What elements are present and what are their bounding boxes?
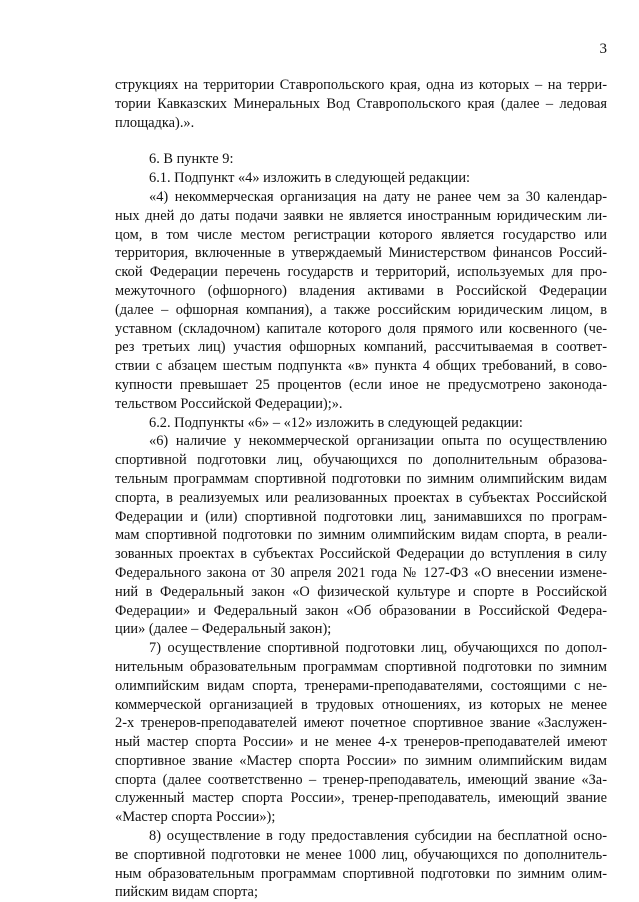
text-line: мам спортивной подготовки по зимним олимпийским видам спорта, в реали-	[115, 527, 607, 544]
text-line: спортивное звание «Мастер спорта России» по зимним олимпийским видам	[115, 752, 607, 769]
text-line: спорта (далее соответственно – тренер-преподаватель, имеющий звание «За-	[115, 771, 607, 788]
text-line: цом, в том числе местом регистрации которого является государство или	[115, 226, 607, 243]
text-line: спортивной подготовки лиц, обучающихся по дополнительным образова-	[115, 452, 607, 469]
text-line: ный мастер спорта России» и не менее 4-х тренеров-преподавателей имеют	[115, 734, 607, 751]
text-line: 2-х тренеров-преподавателей имеют почетное спортивное звание «Заслужен-	[115, 715, 607, 732]
paragraph-gap	[115, 132, 607, 150]
text-line: ции» (далее – Федеральный закон);	[115, 621, 332, 638]
text-line: «6) наличие у некоммерческой организации опыта по осуществлению	[149, 433, 607, 450]
text-line: 6. В пункте 9:	[149, 151, 234, 168]
text-line: 7) осуществление спортивной подготовки лиц, обучающихся по допол-	[149, 640, 607, 657]
text-line: служенный мастер спорта России», тренер-преподаватель, имеющий звание	[115, 790, 607, 807]
text-line: пийским видам спорта;	[115, 884, 258, 901]
text-line: 8) осуществление в году предоставления субсидии на бесплатной осно-	[149, 828, 607, 845]
text-line: Федерации» и Федеральный закон «Об образовании в Российской Федера-	[115, 602, 607, 619]
text-line: рез третьих лиц) участия офшорных компаний, рассчитываемая в соответ-	[115, 339, 607, 356]
text-line: ствии с абзацем шестым подпункта «в» пункта 4 общих требований, в сово-	[115, 358, 607, 375]
text-line: купности превышает 25 процентов (если иное не предусмотрено законода-	[115, 376, 607, 393]
text-line: ве спортивной подготовки не менее 1000 лиц, обучающихся по дополнитель-	[115, 846, 607, 863]
text-line: нительным образовательным программам спортивной подготовки по зимним	[115, 658, 607, 675]
text-line: коммерческой организацией в трудовых отношениях, из которых не менее	[115, 696, 607, 713]
text-line: 6.2. Подпункты «6» – «12» изложить в следующей редакции:	[149, 414, 523, 431]
text-line: «4) некоммерческая организация на дату не ранее чем за 30 календар-	[149, 188, 607, 205]
page-number: 3	[599, 41, 607, 57]
text-line: струкциях на территории Ставропольского края, одна из которых – на терри-	[115, 77, 607, 93]
text-line: Федерации и (или) спортивной подготовки лиц, занимавшихся по програм-	[115, 508, 607, 525]
text-line: 6.1. Подпункт «4» изложить в следующей редакции:	[149, 170, 471, 187]
text-line: ных дней до даты подачи заявки не является иностранным юридическим ли-	[115, 207, 607, 224]
text-line: зованных проектах в субъектах Российской Федерации до вступления в силу	[115, 546, 607, 563]
text-line: спорта, в реализуемых или реализованных проектах в субъектах Российской	[115, 489, 607, 506]
text-line: территория, включенные в утверждаемый Министерством финансов Россий-	[115, 245, 607, 262]
text-line: тельством Российской Федерации);».	[115, 395, 343, 412]
text-line: площадка).».	[115, 114, 195, 131]
text-line: ний в Федеральный закон «О физической культуре и спорте в Российской	[115, 583, 607, 600]
text-line: Федерального закона от 30 апреля 2021 года № 127-ФЗ «О внесении измене-	[115, 564, 607, 581]
text-line: межуточного (офшорного) владения активами в Российской Федерации	[115, 282, 607, 299]
text-line: тельным программам спортивной подготовки по зимним олимпийским видам	[115, 470, 607, 487]
text-line: олимпийским видам спорта, тренерами-преподавателями, состоящими с не-	[115, 677, 607, 694]
text-line: ской Федерации перечень государств и территорий, используемых для про-	[115, 264, 607, 281]
text-line: тории Кавказских Минеральных Вод Ставропольского края (далее – ледовая	[115, 95, 607, 112]
document-body	[115, 76, 607, 902]
text-line: (далее – офшорная компания), а также российским юридическим лицом, в	[115, 301, 607, 318]
text-line: «Мастер спорта России»);	[115, 809, 276, 826]
text-line: ным образовательным программам спортивной подготовки по зимним олим-	[115, 865, 607, 882]
text-line: уставном (складочном) капитале которого доля прямого или косвенного (че-	[115, 320, 607, 337]
